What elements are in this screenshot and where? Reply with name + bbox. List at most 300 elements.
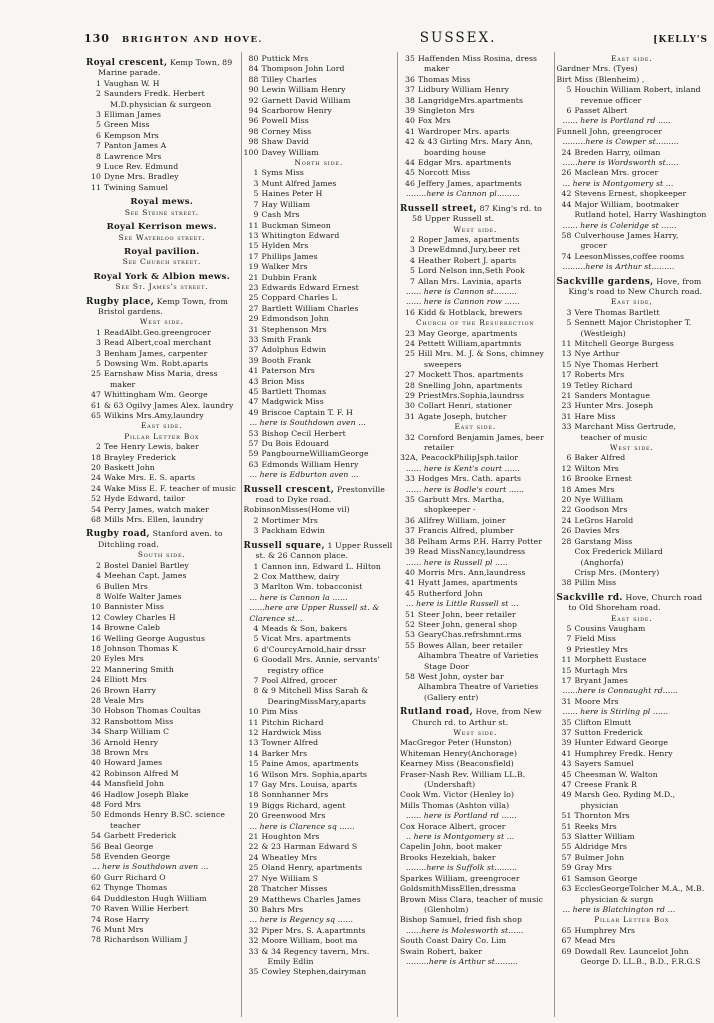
directory-entry: 33 Marchant Miss Gertrude, teacher of music (557, 422, 708, 443)
directory-entry: 40 Morris Mrs. Ann,laundress (400, 568, 551, 578)
house-number: 37 (405, 85, 415, 95)
directory-entry: 37 Adolphus Edwin (244, 345, 395, 355)
directory-entry: 3 Munt Alfred James (244, 179, 395, 189)
directory-entry: 12 Hardwick Miss (244, 728, 395, 738)
directory-entry: 84 Thompson John Lord (244, 64, 395, 74)
house-number: 19 (561, 380, 572, 390)
directory-entry: 16 Kidd & Hotblack, brewers (400, 308, 551, 318)
directory-entry: 36 Arnold Henry (86, 738, 238, 748)
directory-entry: Cook Wm. Victor (Henley lo) (400, 790, 515, 800)
house-number: 18 (561, 484, 572, 494)
directory-entry: 23 May George, apartments (400, 329, 551, 339)
directory-entry: 14 Barker Mrs (244, 749, 395, 759)
directory-entry: 11 Mitchell George Burgess (557, 339, 708, 349)
directory-entry: 49 Marsh Geo. Ryding M.D., physician (557, 790, 708, 811)
house-number: 7 (96, 141, 101, 151)
directory-entry: Whiteman Henry(Anchorage) (400, 748, 518, 758)
directory-entry: 25 Hill Mrs. M. J. & Sons, chimney sweepers (400, 349, 551, 370)
house-number: 47 (248, 397, 259, 407)
here-is-note: .........here is Cowper st......... (562, 137, 679, 147)
house-number: 8 (96, 591, 101, 601)
directory-entry: 36 Thomas Miss (400, 75, 551, 85)
house-number: 36 (91, 737, 101, 747)
house-number: 37 (561, 728, 572, 737)
page-number: 130 (84, 32, 110, 45)
directory-entry: 21 Houghton Mrs (244, 832, 395, 842)
directory-entry: Cox Frederick Millard (Anghorfa) (574, 547, 663, 567)
directory-entry: 12 Wilton Mrs (557, 464, 708, 474)
directory-entry: 9 Priestley Mrs (557, 645, 708, 655)
house-number: 19 (248, 800, 259, 810)
house-number: 33 (248, 334, 259, 344)
directory-entry: 4 Meehan Capt. James (86, 571, 238, 581)
directory-entry: 8 Wolfe Walter James (86, 592, 238, 602)
house-number: 55 (405, 640, 415, 650)
directory-entry: 74 Rose Harry (86, 915, 238, 925)
house-number: 49 (561, 790, 572, 800)
directory-entry: 24 Pettett William,apartmnts (400, 339, 551, 349)
house-number: 26 (561, 168, 572, 178)
directory-entry: 6 Bullen Mrs (86, 582, 238, 592)
directory-entry: 28 Veale Mrs (86, 696, 238, 706)
directory-entry: 16 Wilson Mrs. Sophia,aparts (244, 770, 395, 780)
house-number: 42 (91, 768, 101, 778)
house-number: 58 (91, 852, 101, 862)
house-number: 13 (561, 349, 572, 359)
directory-entry: 41 Paterson Mrs (244, 366, 395, 376)
directory-entry: 28 Thatcher Misses (244, 884, 395, 894)
house-number: 35 (405, 54, 415, 63)
directory-entry: 24 Elliott Mrs (86, 675, 238, 685)
directory-entry: 17 Bryant James (557, 676, 708, 686)
directory-entry: 2 Bostel Daniel Bartley (86, 561, 238, 571)
house-number: 22 (561, 505, 572, 515)
directory-entry: 1 ReadAlbt.Geo.greengrocer (86, 328, 238, 338)
directory-entry: 9 Cash Mrs (244, 210, 395, 220)
directory-entry: 27 Nye William S (244, 874, 395, 884)
house-number: 6 (566, 106, 572, 116)
house-number: 39 (405, 106, 415, 116)
directory-entry: 5 Sennett Major Christopher T. (Westleigh) (557, 318, 708, 339)
house-number: 94 (248, 106, 259, 116)
house-number: 21 (561, 391, 572, 400)
house-number: 35 (561, 717, 572, 727)
house-number: 55 (561, 842, 572, 852)
directory-entry: 15 Paine Amos, apartments (244, 759, 395, 769)
directory-entry: 6 Baker Alfred (557, 453, 708, 463)
street-heading: Royal crescent, Kemp Town, 89 Marine parade. (86, 58, 233, 78)
house-number: 35 (248, 967, 259, 977)
directory-entry: Funnell John, greengrocer (556, 126, 662, 136)
house-number: 41 (561, 748, 572, 758)
house-number: 57 (248, 439, 259, 449)
directory-entry: 35 Haffenden Miss Rosina, dress maker (400, 54, 551, 75)
house-number: 74 (91, 914, 101, 924)
house-number: 38 (405, 95, 415, 105)
directory-entry: 41 Hyatt James, apartments (400, 578, 551, 588)
house-number: 27 (405, 370, 415, 380)
house-number: 22 (248, 842, 259, 852)
directory-entry: 10 Bannister Miss (86, 602, 238, 612)
house-number: 53 (405, 630, 415, 640)
house-number: 33 (248, 946, 259, 956)
directory-entry: 7 Hay William (244, 200, 395, 210)
here-is-note: ......here are Upper Russell st. & Clarence st... (249, 603, 380, 623)
house-number: 30 (91, 706, 101, 716)
house-number: 52 (405, 619, 415, 629)
small-caps-label: Pillar Letter Box (594, 915, 670, 925)
directory-entry: 22 Goodson Mrs (557, 505, 708, 515)
directory-entry: 58 Culverhouse James Harry, grocer (557, 231, 708, 252)
house-number: 31 (405, 411, 415, 421)
house-number: 8 (96, 151, 101, 161)
house-number: 4 (96, 571, 101, 581)
directory-entry: 98 Shaw David (244, 137, 395, 147)
here-is-note: ... here is Edburton aven ... (249, 470, 359, 480)
here-is-note: ... here is Cannon la ...... (249, 592, 348, 602)
here-is-note: ... here is Montgomery st ... (562, 178, 674, 188)
house-number: 20 (91, 463, 101, 473)
directory-entry: 45 Cheesman W. Walton (557, 770, 708, 780)
house-number: 20 (91, 654, 101, 664)
directory-entry: 17 Gay Mrs. Louisa, aparts (244, 780, 395, 790)
directory-columns (84, 52, 710, 1017)
house-number: 24 (561, 147, 572, 157)
house-number: 53 (248, 428, 259, 438)
house-number: 41 (248, 366, 259, 376)
directory-entry: 18 Brayley Frederick (86, 453, 238, 463)
house-number: 5 (96, 358, 101, 368)
house-number: 42 (405, 137, 415, 147)
page-header (84, 30, 708, 48)
house-number: 53 (561, 832, 572, 842)
house-number: 3 (96, 338, 101, 348)
house-number: 15 (248, 759, 259, 769)
directory-entry: 29 Matthews Charles James (244, 895, 395, 905)
house-number: 45 (405, 168, 415, 178)
house-number: 12 (91, 612, 101, 622)
directory-entry: 4 Meads & Son, bakers (244, 624, 395, 634)
house-number: 25 (405, 349, 415, 359)
directory-entry: 54 Perry James, watch maker (86, 505, 238, 515)
house-number: 44 (561, 199, 572, 209)
directory-entry: 13 Whitington Edward (244, 231, 395, 241)
directory-entry: 32 Piper Mrs. S. A.apartmnts (244, 926, 395, 936)
house-number: 15 (561, 359, 572, 369)
section-heading: Royal Kerrison mews. (106, 222, 217, 233)
street-heading: Russell crescent, Prestonville road to Dyke road. (243, 484, 385, 505)
here-is-note: ...... here is Coleridge st ...... (562, 220, 677, 230)
house-number: 18 (91, 643, 101, 653)
directory-entry: 6 Kempson Mrs (86, 131, 238, 141)
directory-entry: 90 Lewin William Henry (244, 85, 395, 95)
house-number: 33 (405, 474, 415, 484)
directory-entry: 63 EcclesGeorgeTolcher M.A., M.B. physician & surgn (557, 884, 708, 905)
directory-entry: 2 Mortimer Mrs (244, 516, 395, 526)
small-caps-label: North side. (294, 158, 343, 168)
house-number: 9 (566, 644, 572, 654)
section-heading: Royal pavilion. (123, 246, 200, 257)
directory-entry: 46 Jeffery James, apartments (400, 179, 551, 189)
house-number: 1 (96, 327, 101, 337)
directory-entry: 51 Reeks Mrs (557, 822, 708, 832)
small-caps-label: East side. (140, 421, 183, 431)
house-number: 92 (248, 95, 259, 105)
small-caps-label: West side. (139, 317, 184, 327)
house-number: 1 (253, 561, 259, 571)
directory-entry: 31 Hare Miss (557, 412, 708, 422)
house-number: 47 (561, 780, 572, 790)
directory-entry: 35 Cowley Stephen,dairyman (244, 967, 395, 977)
house-number: 28 (248, 884, 259, 894)
house-number: 5 (96, 120, 101, 130)
directory-entry: 3 Marlton Wm. tobacconist (244, 582, 395, 592)
house-number: 18 (91, 452, 101, 462)
house-number: 3 (96, 348, 101, 358)
directory-entry: 41 Wardroper Mrs. aparts (400, 127, 551, 137)
directory-entry: 64 Duddleston Hugh William (86, 894, 238, 904)
street-heading: Rutland road, Hove, from New Church rd. to Arthur st. (400, 707, 542, 727)
house-number: 57 (561, 852, 572, 862)
cross-reference: See St. James's street. (115, 282, 209, 292)
directory-entry: 88 Tilley Charles (244, 75, 395, 85)
house-number: 59 (248, 449, 259, 459)
here-is-note: ...... here is Stirling pl ...... (562, 707, 669, 717)
house-number: 2 (410, 234, 415, 244)
directory-entry: 2 Roper James, apartments (400, 235, 551, 245)
directory-entry: 17 Phillips James (244, 252, 395, 262)
house-number: 29 (405, 391, 415, 400)
section-heading: Royal mews. (130, 197, 194, 208)
house-number: 41 (405, 578, 415, 588)
here-is-note: ... here is Clarence sq ...... (249, 821, 355, 831)
house-number: 58 (561, 230, 572, 240)
house-number: 67 (561, 936, 572, 946)
directory-entry: 1 Cannon inn, Edward L. Hilton (244, 562, 395, 572)
house-number: 2 (96, 560, 101, 570)
directory-entry: 16 Brooke Ernest (557, 474, 708, 484)
house-number: 61 (561, 873, 572, 883)
directory-entry: 7 Pool Alfred, grocer (244, 676, 395, 686)
house-number: 46 (91, 789, 101, 799)
directory-entry: 10 Pim Miss (244, 707, 395, 717)
directory-entry: 11 Buckman Simeon (244, 221, 395, 231)
house-number: 24 (91, 483, 101, 493)
house-number: 38 (561, 578, 572, 588)
house-number: 41 (405, 126, 415, 136)
house-number: 17 (248, 251, 259, 261)
house-number: 90 (248, 85, 259, 95)
small-caps-label: South side. (137, 550, 186, 560)
directory-entry: 38 Pelham Arms P.H. Harry Potter (400, 537, 551, 547)
directory-entry: 11 Morphett Eustace (557, 655, 708, 665)
house-number: 62 (91, 883, 101, 893)
directory-entry: 55 Aldridge Mrs (557, 842, 708, 852)
directory-entry: 51 Thornton Mrs (557, 811, 708, 821)
directory-entry: 61 Samson George (557, 874, 708, 884)
directory-entry: 27 Bartlett William Charles (244, 304, 395, 314)
directory-entry: 54 Garbett Frederick (86, 831, 238, 841)
house-number: 65 (561, 925, 572, 935)
directory-entry: 17 Roberts Mrs (557, 370, 708, 380)
house-number: 6 (96, 581, 101, 591)
directory-entry: 20 Nye William (557, 495, 708, 505)
directory-entry: 52 Steer John, general shop (400, 620, 551, 630)
directory-entry: 32 Moore William, boot ma (244, 936, 395, 946)
running-title-right: [KELLY'S (653, 35, 708, 45)
house-number: 29 (248, 314, 259, 324)
directory-entry: 10 Dyne Mrs. Bradley (86, 172, 238, 182)
directory-entry: 80 Puttick Mrs (244, 54, 395, 64)
here-is-note: ........here is Cannon pl......... (406, 189, 520, 199)
directory-entry: 57 Bulmer John (557, 853, 708, 863)
directory-entry: 30 Collart Henri, stationer (400, 401, 551, 411)
directory-entry: 24 LeGros Harold (557, 516, 708, 526)
directory-entry: 3 DrewEdmnd.Jury,beer ret (400, 245, 551, 255)
house-number: 14 (91, 623, 101, 633)
house-number: 18 (248, 790, 259, 800)
here-is-note: ... here is Southdown aven ... (92, 862, 209, 872)
directory-entry: 31 Agate Joseph, butcher (400, 412, 551, 422)
house-number: 27 (248, 873, 259, 883)
house-number: 45 (405, 588, 415, 598)
directory-entry: 21 Dubbin Frank (244, 273, 395, 283)
here-is-note: ...... here is Portland rd ...... (406, 811, 517, 821)
small-caps-label: East side. (454, 422, 497, 432)
directory-entry: 70 Raven Willie Herbert (86, 904, 238, 914)
directory-entry: South Coast Dairy Co. Lim (400, 936, 507, 946)
directory-entry: 53 GearyChas.refrshmnt.rms (400, 630, 551, 640)
directory-entry: 23 Edwards Edward Ernest (244, 283, 395, 293)
directory-entry: 5 Green Miss (86, 120, 238, 130)
directory-entry: 7 Panton James A (86, 141, 238, 151)
house-number: 5 (410, 266, 415, 276)
house-number: 30 (248, 904, 259, 914)
house-number: 52 (91, 494, 101, 504)
cross-reference: See Waterloo street. (118, 232, 206, 242)
here-is-note: ... here is Blatchington rd ... (562, 904, 676, 914)
house-number: 40 (405, 567, 415, 577)
directory-entry: 16 Welling George Augustus (86, 634, 238, 644)
directory-entry: 13 Towner Alfred (244, 738, 395, 748)
house-number: 100 (243, 147, 259, 157)
directory-entry: Gardner Mrs. (Tyes) (556, 64, 638, 74)
house-number: 76 (91, 924, 101, 934)
directory-entry: 31 Moore Mrs (557, 697, 708, 707)
directory-entry: 3 Packham Edwin (244, 526, 395, 536)
house-number: 3 (253, 582, 259, 592)
directory-entry: 8 & 9 Mitchell Miss Sarah & DearingMissMary,aparts (244, 686, 395, 707)
house-number: 20 (248, 811, 259, 821)
here-is-note: ......here is Wordsworth st..... (562, 158, 679, 168)
directory-entry: 42 Stevens Ernest, shopkeeper (557, 189, 708, 199)
directory-entry: 5 Vicat Mrs. apartments (244, 634, 395, 644)
directory-entry: 38 Pillin Miss (557, 578, 708, 588)
street-heading: Russell street, 87 King's rd. to 58 Upper Russell st. (400, 203, 542, 224)
house-number: 46 (405, 178, 415, 188)
house-number: 3 (253, 178, 259, 188)
house-number: 2 (96, 89, 101, 99)
directory-entry: 7 Field Miss (557, 634, 708, 644)
house-number: 16 (561, 474, 572, 484)
directory-entry: 5 Lord Nelson inn,Seth Pook (400, 266, 551, 276)
directory-entry: 59 PangbourneWilliamGeorge (244, 449, 395, 459)
directory-entry: 12 Cowley Charles H (86, 613, 238, 623)
house-number: 13 (248, 230, 259, 240)
here-is-note: .........here is Arthur st......... (562, 262, 675, 272)
directory-entry: 28 Garstang Miss (557, 537, 708, 547)
directory-entry: 19 Walker Mrs (244, 262, 395, 272)
directory-entry: 9 Luce Rev. Edmund (86, 162, 238, 172)
directory-entry: 46 Hadlow Joseph Blake (86, 790, 238, 800)
directory-entry: 15 Hylden Mrs (244, 241, 395, 251)
house-number: 2 (96, 442, 101, 452)
directory-entry: 24 Wheatley Mrs (244, 853, 395, 863)
house-number: 32 (91, 716, 101, 726)
directory-entry: 43 Sayers Samuel (557, 759, 708, 769)
directory-entry: 14 Browne Caleb (86, 623, 238, 633)
house-number: 80 (248, 54, 259, 63)
here-is-note: ... here is Southdown aven ... (249, 418, 366, 428)
directory-entry: 6 Goodall Mrs. Annie, servants' registry office (244, 655, 395, 676)
directory-entry: 7 Allan Mrs. Lavinia, aparts (400, 277, 551, 287)
directory-entry: 4 Heather Robert J. aparts (400, 256, 551, 266)
house-number: 1 (253, 168, 259, 178)
house-number: 74 (561, 251, 572, 261)
house-number: 5 (566, 318, 572, 328)
directory-entry: 47 Creese Frank R (557, 780, 708, 790)
house-number: 11 (561, 655, 572, 665)
directory-entry: Fraser-Nash Rev. William LL.B. (Undershaft) (400, 769, 526, 790)
house-number: 32 (405, 432, 415, 442)
directory-entry: 55 Bowes Allan, beer retailer (400, 641, 551, 651)
house-number: 3 (566, 307, 572, 317)
directory-entry: 31 Stephenson Mrs (244, 325, 395, 335)
house-number: 4 (410, 255, 415, 265)
house-number: 17 (561, 370, 572, 380)
directory-entry: 26 Maclean Mrs. grocer (557, 168, 708, 178)
directory-entry: 98 Corney Miss (244, 127, 395, 137)
house-number: 19 (248, 262, 259, 272)
house-number: 22 (91, 664, 101, 674)
house-number: 10 (248, 707, 259, 717)
house-number: 44 (91, 779, 101, 789)
directory-entry: 74 LeesonMisses,coffee rooms (557, 252, 708, 262)
house-number: 28 (91, 695, 101, 705)
house-number: 54 (91, 504, 101, 514)
directory-entry: 20 Baskett John (86, 463, 238, 473)
directory-entry: 6 d'CourcyArnold,hair drssr (244, 645, 395, 655)
directory-entry: Brooks Hezekiah, baker (400, 852, 496, 862)
directory-entry: 6 Passet Albert (557, 106, 708, 116)
here-is-note: ...... here is Russell pl ..... (406, 557, 508, 567)
directory-entry: 38 Brown Mrs (86, 748, 238, 758)
house-number: 63 (248, 459, 259, 469)
directory-column-4 (554, 52, 711, 1017)
directory-column-2 (241, 52, 398, 1017)
house-number: 11 (248, 220, 259, 230)
house-number: 39 (561, 738, 572, 748)
directory-column-3 (397, 52, 554, 1017)
house-number: 3 (96, 110, 101, 120)
directory-entry: 35 Garbutt Mrs. Martha, shopkeeper - (400, 495, 551, 516)
directory-entry: 69 Dowdall Rev. Launcelot John George D. LL.B., B.D., F.R.G.S (557, 947, 708, 968)
house-number: 49 (248, 407, 259, 417)
house-number: 38 (91, 748, 101, 757)
directory-entry: 20 Eyles Mrs (86, 654, 238, 664)
small-caps-label: West side. (453, 224, 498, 234)
directory-entry: Swain Robert, baker (400, 946, 483, 956)
